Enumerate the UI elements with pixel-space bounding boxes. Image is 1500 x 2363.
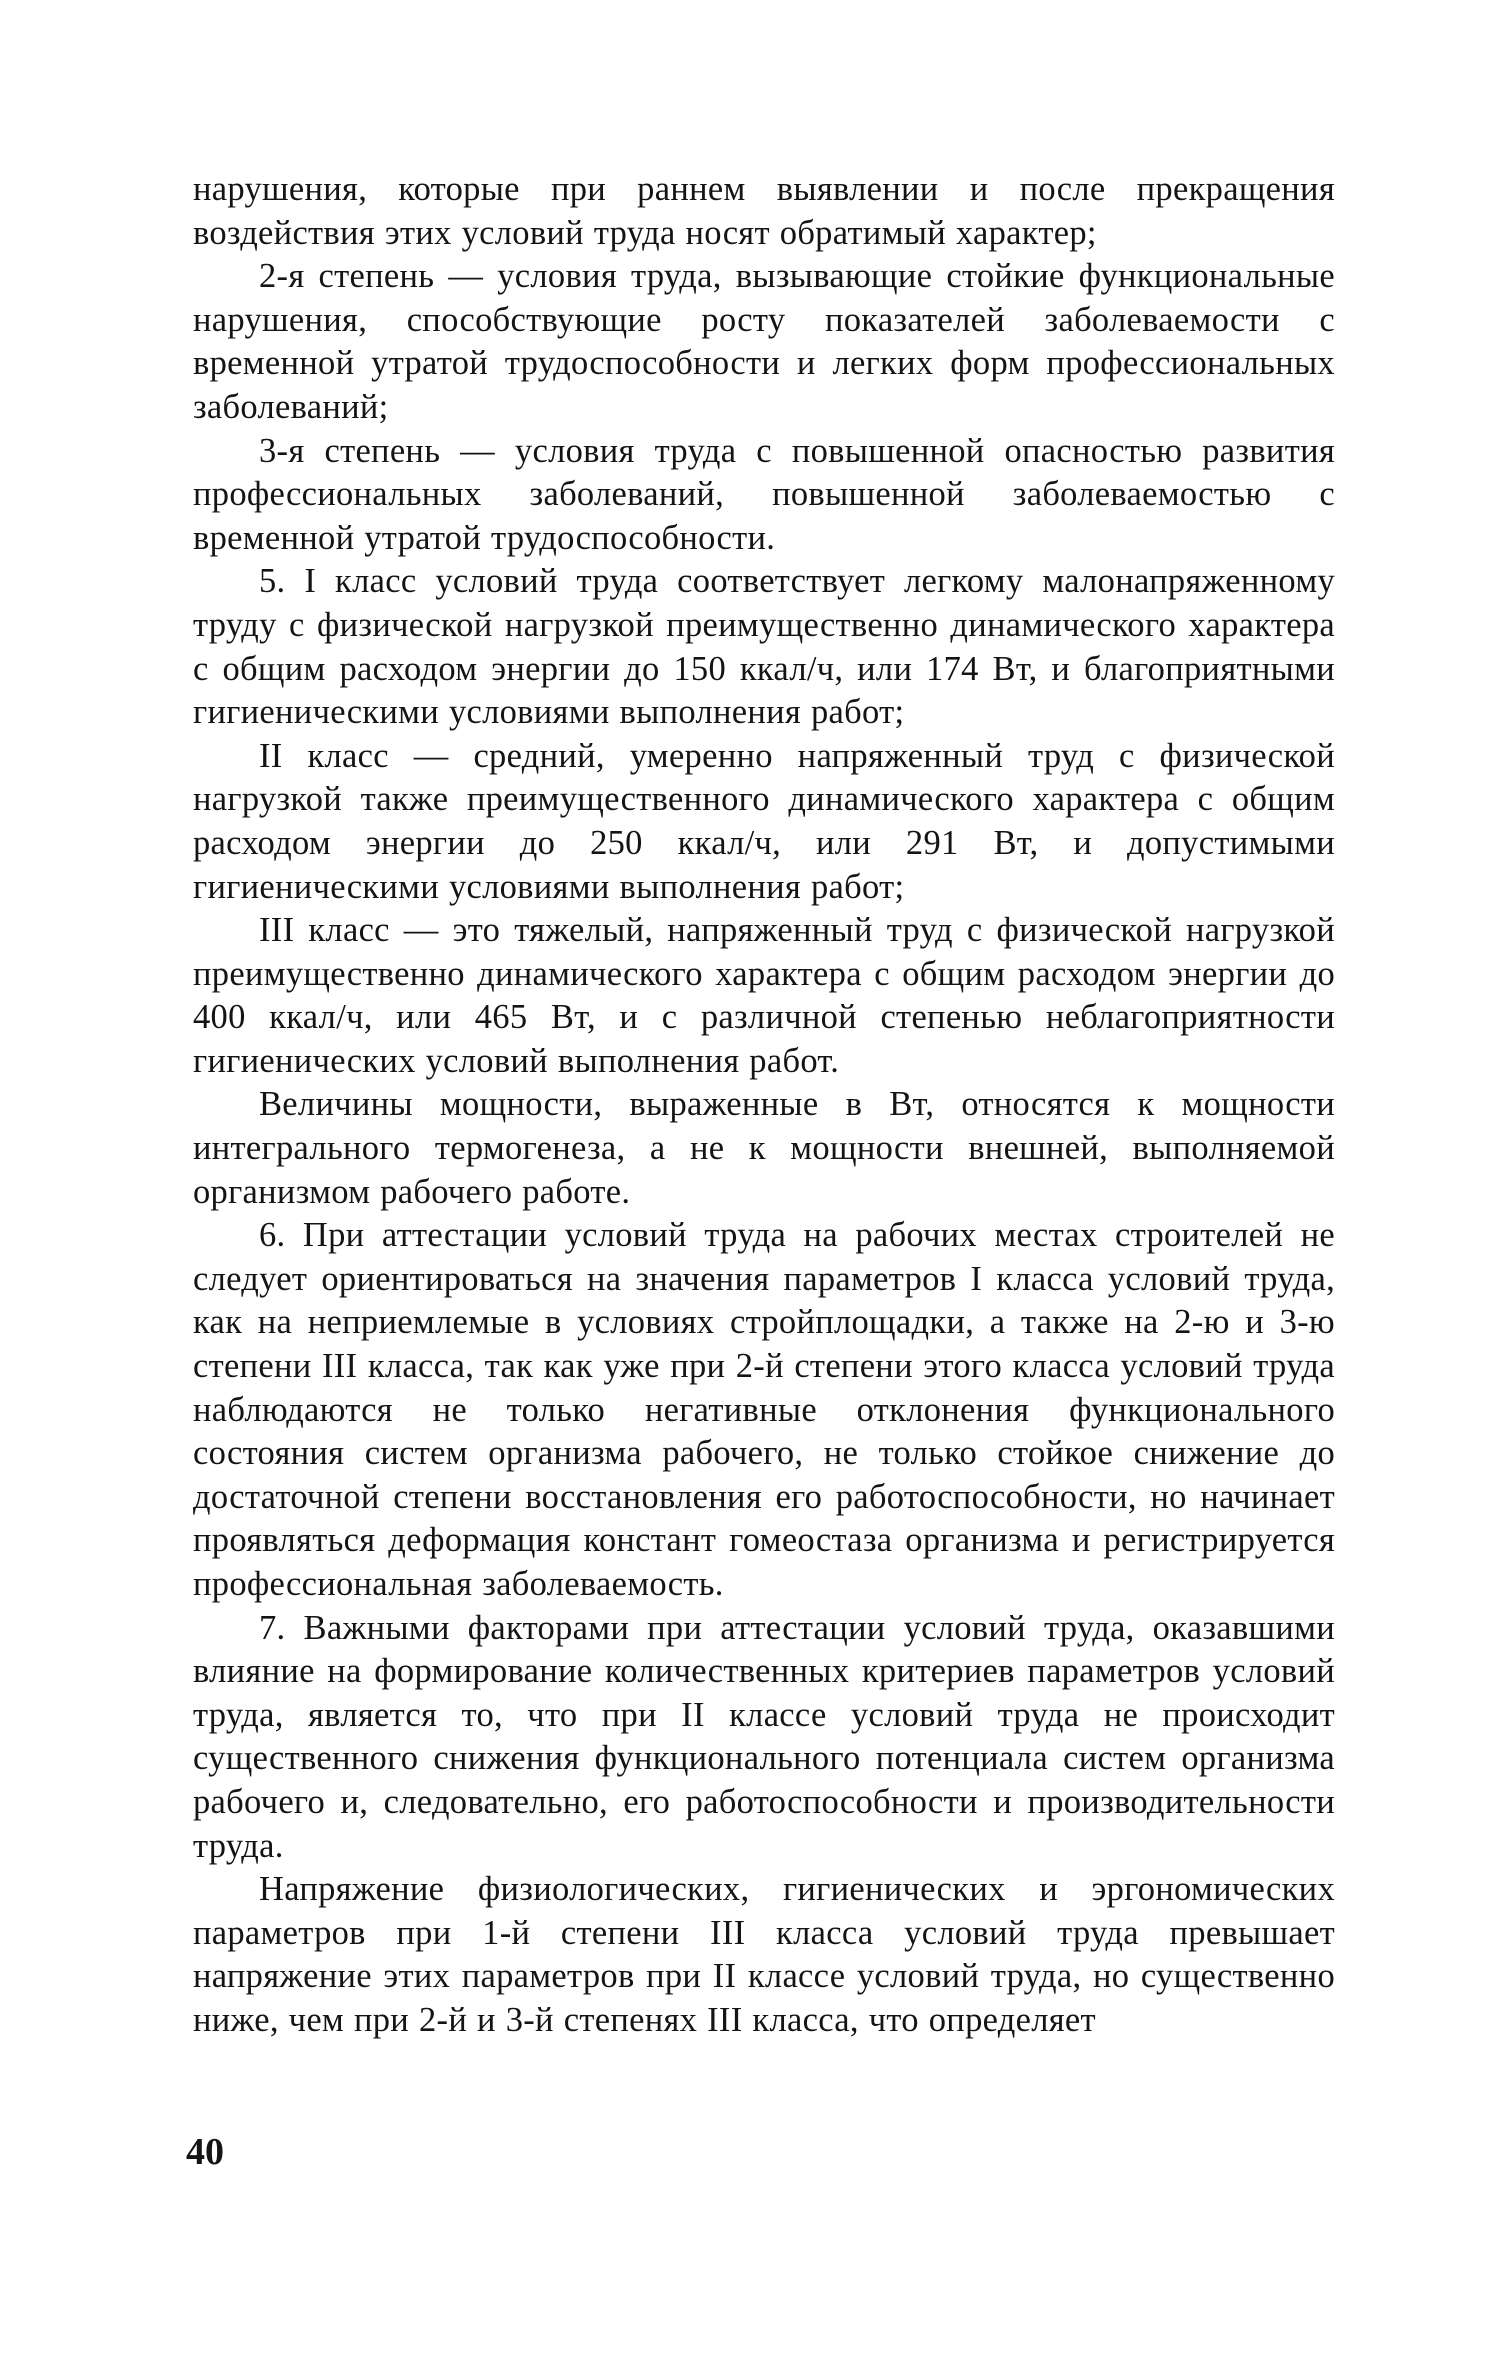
paragraph-5: II класс — средний, умеренно напряженный труд с физической нагрузкой также преимущественного динамического характера с общим расходом энергии до 250 ккал/ч, или 291 Вт, и допустимыми гигиеническими условиями выполнения работ; <box>193 736 1335 906</box>
paragraph-3: 3-я степень — условия труда с повышенной опасностью развития профессиональных заболеваний, повышенной заболеваемостью с временной утратой трудоспособности. <box>193 431 1335 557</box>
paragraph-4: 5. I класс условий труда соответствует легкому малонапряженному труду с физической нагрузкой преимущественно динамического характера с общим расходом энергии до 150 ккал/ч, или 174 Вт, и благоприятными гигиеническими условиями выполнения работ; <box>193 562 1335 732</box>
page-text <box>193 168 1335 2043</box>
paragraph-9: 7. Важными факторами при аттестации условий труда, оказавшими влияние на формирование количественных критериев параметров условий труда, является то, что при II классе условий труда не происходит существенного снижения функционального потенциала систем организма рабочего и, следовательно, его работоспособности и производительности труда. <box>193 1608 1335 1865</box>
paragraph-8: 6. При аттестации условий труда на рабочих местах строителей не следует ориентироваться на значения параметров I класса условий труда, как на неприемлемые в условиях стройплощадки, а также на 2-ю и 3-ю степени III класса, так как уже при 2-й степени этого класса условий труда наблюдаются не только негативные отклонения функционального состояния систем организма рабочего, не только стойкое снижение до достаточной степени восстановления его работоспособности, но начинает проявляться деформация констант гомеостаза организма и регистрируется профессиональная заболеваемость. <box>193 1216 1335 1603</box>
page-number: 40 <box>186 2131 224 2173</box>
paragraph-7: Величины мощности, выраженные в Вт, относятся к мощности интегрального термогенеза, а не к мощности внешней, выполняемой организмом рабочего работе. <box>193 1085 1335 1211</box>
paragraph-1: нарушения, которые при раннем выявлении и после прекращения воздействия этих условий труда носят обратимый характер; <box>193 170 1335 252</box>
paragraph-2: 2-я степень — условия труда, вызывающие стойкие функциональные нарушения, способствующие росту показателей заболеваемости с временной утратой трудоспособности и легких форм профессиональных заболеваний; <box>193 257 1335 426</box>
paragraph-6: III класс — это тяжелый, напряженный труд с физической нагрузкой преимущественно динамического характера с общим расходом энергии до 400 ккал/ч, или 465 Вт, и с различной степенью неблагоприятности гигиенических условий выполнения работ. <box>193 911 1335 1080</box>
paragraph-10: Напряжение физиологических, гигиенических и эргономических параметров при 1-й степени III класса условий труда превышает напряжение этих параметров при II классе условий труда, но существенно ниже, чем при 2-й и 3-й степенях III класса, что определяет <box>193 1870 1335 2039</box>
